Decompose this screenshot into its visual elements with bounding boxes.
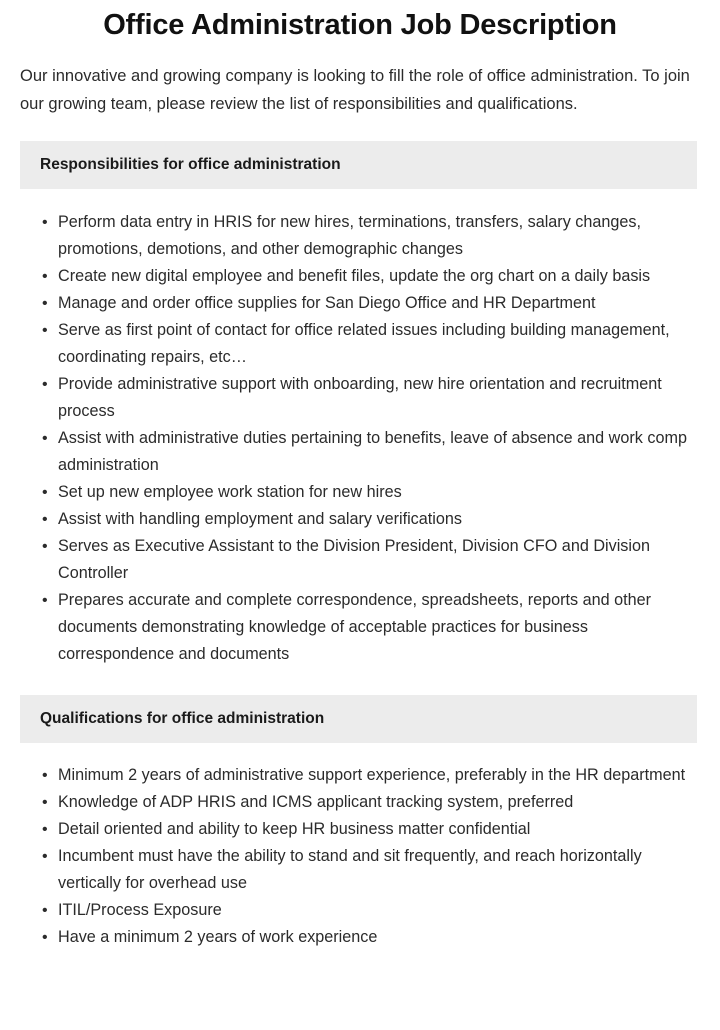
list-item [0, 762, 720, 789]
list-item [0, 317, 720, 371]
list-item [0, 263, 720, 290]
list-item-text: Manage and order office supplies for San Diego Office and HR Department [58, 294, 596, 312]
list-item [0, 924, 720, 951]
bullet-icon: • [42, 592, 48, 609]
bullet-icon: • [42, 376, 48, 393]
list-item-text: Prepares accurate and complete correspondence, spreadsheets, reports and other documents demonstrating knowledge of acceptable practices for business correspondence and documents [58, 591, 651, 663]
list-item-text: Have a minimum 2 years of work experience [58, 928, 378, 946]
list-item-text: Assist with administrative duties pertaining to benefits, leave of absence and work comp administration [58, 429, 687, 474]
bullet-icon: • [42, 902, 48, 919]
list-item [0, 843, 720, 897]
list-item-text: Perform data entry in HRIS for new hires, terminations, transfers, salary changes, promotions, demotions, and other demographic changes [58, 213, 641, 258]
list-item [0, 425, 720, 479]
list-item-text: Detail oriented and ability to keep HR business matter confidential [58, 820, 531, 838]
list-item-text: Knowledge of ADP HRIS and ICMS applicant tracking system, preferred [58, 793, 574, 811]
list-item [0, 290, 720, 317]
qualifications-list [0, 743, 720, 951]
bullet-icon: • [42, 214, 48, 231]
bullet-icon: • [42, 322, 48, 339]
list-item-text: ITIL/Process Exposure [58, 901, 222, 919]
list-item-text: Serve as first point of contact for office related issues including building management, coordinating repairs, etc… [58, 321, 670, 366]
bullet-icon: • [42, 848, 48, 865]
list-item-text: Provide administrative support with onboarding, new hire orientation and recruitment process [58, 375, 662, 420]
intro-paragraph: Our innovative and growing company is looking to fill the role of office administration. To join our growing team, please review the list of responsibilities and qualifications. [20, 67, 690, 113]
section-title-responsibilities: Responsibilities for office administration [40, 156, 341, 173]
list-item-text: Incumbent must have the ability to stand and sit frequently, and reach horizontally vertically for overhead use [58, 847, 642, 892]
list-item-text: Serves as Executive Assistant to the Division President, Division CFO and Division Controller [58, 537, 650, 582]
bullet-icon: • [42, 929, 48, 946]
bullet-icon: • [42, 484, 48, 501]
section-header-qualifications [20, 695, 697, 743]
bullet-icon: • [42, 268, 48, 285]
list-item [0, 506, 720, 533]
bullet-icon: • [42, 538, 48, 555]
bullet-icon: • [42, 794, 48, 811]
bullet-icon: • [42, 511, 48, 528]
list-item [0, 587, 720, 668]
page-title: Office Administration Job Description [103, 9, 617, 41]
bullet-icon: • [42, 821, 48, 838]
list-item [0, 897, 720, 924]
list-item-text: Assist with handling employment and salary verifications [58, 510, 462, 528]
list-item [0, 789, 720, 816]
list-item [0, 533, 720, 587]
list-item [0, 371, 720, 425]
bullet-icon: • [42, 430, 48, 447]
section-header-responsibilities [20, 141, 697, 189]
bullet-icon: • [42, 295, 48, 312]
list-item [0, 479, 720, 506]
list-item [0, 209, 720, 263]
bullet-icon: • [42, 767, 48, 784]
responsibilities-list [0, 189, 720, 668]
list-item-text: Set up new employee work station for new hires [58, 483, 402, 501]
list-item [0, 816, 720, 843]
list-item-text: Minimum 2 years of administrative support experience, preferably in the HR department [58, 766, 686, 784]
list-item-text: Create new digital employee and benefit files, update the org chart on a daily basis [58, 267, 651, 285]
section-title-qualifications: Qualifications for office administration [40, 710, 325, 727]
